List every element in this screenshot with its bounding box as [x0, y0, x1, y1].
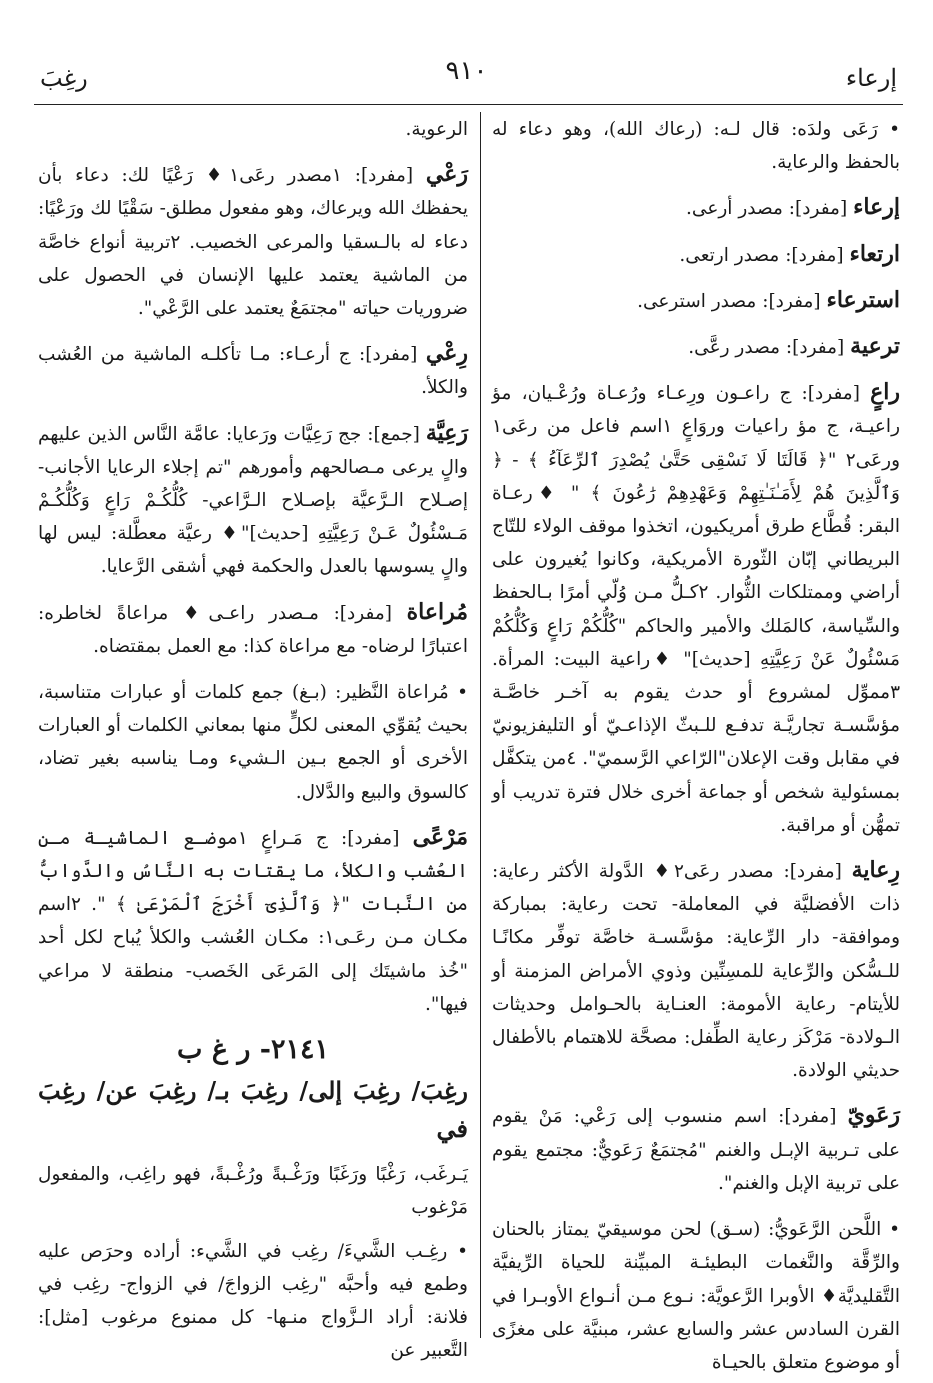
- left-column: [38, 112, 469, 1362]
- entry-text: [مفرد]: ١مصدر رعَى١♦ رَعْيًا لك: دعاء بأن يحفظك الله ويرعاك، وهو مفعول مطلق- سَقْيًا لك ورَعْيًا: دعاء له بالـسقيا والمرعى الخصيب. ٢تربية أنواع خاصَّة من الماشية يعتمد عليها الإنسان في الحصول على ضروريات حياته "مجتمَعٌ يعتمد على الرَّعْي".: [38, 165, 468, 320]
- page-number: ٩١٠: [445, 56, 488, 86]
- entry: [492, 376, 900, 842]
- root-verb-forms: رغِبَ/ رغِبَ إلى/ رغِبَ بـ/ رغِبَ عن/ رغِبَ في: [38, 1076, 468, 1144]
- entry: [38, 417, 468, 584]
- right-column: [492, 112, 901, 1373]
- page-header: [0, 50, 933, 100]
- entry-text: [مفرد]: اسم منسوب إلى رَعْي: مَنْ يقوم على تـربية الإبـل والغنم "مُجتمَعٌ رَعَويٌّ: مجتمع يقوم على تربية الإبل والغنم".: [492, 1106, 900, 1194]
- entry: [38, 821, 468, 1021]
- entry-headword: مُراعاة: [406, 598, 468, 625]
- header-left-word: رغِبَ: [40, 64, 88, 92]
- entry: [492, 330, 900, 364]
- entry-headword: استرعاء: [826, 286, 900, 313]
- entry-headword: رَعِيَّة: [425, 419, 468, 446]
- entry-text: [جمع]: جج رَعِيَّات ورَعايا: عامَّة النَّاس الذين عليهم والٍ يرعى مـصالحهم وأمورهم "تم إجلاء الرعايا الأجانب- إصـلاح الـرَّعيَّة بإصـلاح الـرَّاعي- كُلُّكُـمْ رَاعٍ وَكُلُّكُـمْ مَـسْئُولٌ عَـنْ رَعِيَّتِهِ [حديث]"♦ رعيَّة معطَّلة: ليس لها والٍ يسوسها بالعدل والحكمة فهي أشقى الرَّعايا.: [38, 423, 468, 578]
- entry: [38, 675, 468, 809]
- root-heading: ٢١٤١- ر غ ب: [177, 1034, 329, 1066]
- root-conjugation: يَـرغَب، رَغْبًا ورَغَبًا ورَغْـبةً ورُغْـبةً، فهو راغِب، والمفعول مَرْغوب: [38, 1164, 468, 1219]
- entry-headword: رِعاية: [851, 857, 900, 884]
- entry-text: • رَعَى ولدَه: قال لـه: (رعاك الله)، وهو دعاء له بالحفظ والرعاية.: [492, 119, 900, 174]
- entry-headword: مَرْعًى: [412, 823, 469, 850]
- entry: [492, 191, 900, 225]
- entry-headword: إرعاء: [853, 194, 900, 221]
- entry-headword: رِعْي: [425, 340, 468, 367]
- entry: [38, 337, 468, 404]
- entry-text: • اللَّحن الرَّعَويُّ: (سـق) لحن موسيقيّ يمتاز بالحنان والرِّقَّة والنَّغمات البطيئـة المبيِّنة للحياة الرِّيفيَّة التَّقليديَّة♦ الأوبرا الرَّعويَّة: نـوع مـن أنـواع الأوبـرا في القرن السادس عشر والسابع عشر، مبنيَّة على مغزًى أو موضوع متعلق بالحيـاة: [492, 1219, 900, 1373]
- entry-headword: رَعَويّ: [847, 1102, 900, 1129]
- entry: [492, 284, 900, 318]
- entry-headword: رَعْي: [425, 161, 468, 188]
- column-divider: [480, 112, 481, 1338]
- entry-text: الرعوية.: [405, 119, 468, 140]
- entry-text: [مفرد]: ج أرعـاء: مـا تأكلـه الماشية من العُشب والكلأ.: [38, 344, 468, 399]
- entry: [38, 112, 468, 146]
- entry-headword: ارتعاء: [849, 240, 900, 267]
- entry-headword: راعٍ: [870, 379, 900, 406]
- header-rule: [34, 104, 903, 105]
- entry-text: [مفرد]: مصدر استرعى.: [637, 290, 821, 312]
- entry-text: [مفرد]: ج مَـراعٍ ١موضـع الماشيـة مـن العُشب والكلأ، ما يقتات به النَّاسُ والدَّوابُّ من النَّبات "﴿ وَٱلَّذِىٓ أَخْرَجَ ٱلْمَرْعَىٰ ﴾ ". ٢اسم مكـان مـن رعَـى١: مكـان العُشب والكلأ يُباح لكل أحد "خُذ ماشيتَك إلى المَرعَى الخَصب- منطقة لا مراعي فيها".: [38, 827, 468, 1015]
- entry-text: [مفرد]: مـصدر راعـى♦ مراعاةً لخاطره: اعتبارًا لرضاه- مع مراعاة كذا: مع العمل بمقتضاه.: [38, 602, 468, 657]
- entry: [492, 1099, 900, 1200]
- entry-text: [مفرد]: ج راعـون ورِعـاء ورُعـاة ورُعْـيان، مؤ راعيـة، ج مؤ راعيات وروَاعٍ ١اسم فاعل من رعَى١ ورعَى٢ "﴿ قَالَتَا لَا نَسْقِى حَتَّىٰ يُصْدِرَ ٱلرِّعَآءُ ﴾ - ﴿ وَٱلَّذِينَ هُمْ لِأَمَـٰنَـٰتِهِمْ وَعَهْدِهِمْ رَٰعُونَ ﴾ " ♦رعـاة البقر: قُطَّاع طرق أمريكيون، اتخذوا موقف الولاء للتّاج البريطاني إبّان الثّورة الأمريكية، وكانوا يُغيرون على أراضي وممتلكات الثُّوار. ٢كـلُّ مـن وُلّي أمرًا بـالحفظ والسِّياسة، كالمَلك والأمير والحاكم "كُلُّكُمْ رَاعٍ وَكُلُّكُمْ مَسْئُولٌ عَنْ رَعِيَّتِهِ [حديث]" ♦راعية البيت: المرأة. ٣مموِّل لمشروع أو حدث يقوم به آخـر خاصَّـة مؤسَّسـة تجاريَّـة تدفـع للـبثّ الإذاعـيّ أو التليفزيونيّ في مقابل وقت الإعلان"الرّاعي الرَّسميّ". ٤من يتكفَّل بمسئولية شخص أو جماعة أخرى خلال فترة تدريب أو تمهُّن أو مراقبة.: [492, 383, 901, 836]
- entry: [38, 158, 468, 325]
- entry-text: [مفرد]: مصدر ارتعى.: [679, 244, 844, 266]
- entry: [492, 238, 900, 272]
- entry: [492, 1212, 900, 1379]
- entry-headword: ترعية: [850, 333, 900, 360]
- entry: [38, 596, 468, 663]
- entry: [492, 112, 900, 179]
- entry-text: [مفرد]: مصدر رعَى٢♦ الدَّولة الأكثر رعاية: ذات الأفضليَّة في المعاملة- تحت رعاية: بمباركة وموافقة- دار الرِّعاية: مؤسَّسـة خاصَّة توفِّر مكانًـا للـسُّكن والرِّعاية للمسِنِّين وذوي الأمراض المزمنة أو للأيتام- رعاية الأمومة: العنـاية بالحـوامل وحديثات الـولادة- مَرْكَز رعاية الطِّفل: مصحَّة للاهتمام بالأطفال حديثي الولادة.: [492, 861, 900, 1082]
- entry-text: • مُراعاة النَّظير: (بـغ) جمع كلمات أو عبارات متناسبة، بحيث يُقوِّي المعنى لكلٍّ منها بمعاني الكلمات أو العبارات الأخرى أو الجمع بـين الـشيء ومـا يناسبه بغير تضاد، كالسوق والبيع والدَّلال.: [38, 682, 468, 803]
- entry-text: [مفرد]: مصدر أرعى.: [686, 198, 848, 220]
- root-sense: • رغِـب الشَّيءَ/ رغِب في الشَّيء: أراده وحرَص عليه وطمع فيه وأحبَّه "رغِب الزواجَ/ في الزواج- رغِب في فلانة: أراد الـزَّواج منـها- كل ممنوع مرغوب [مثل]: التَّعبير عن: [38, 1240, 468, 1362]
- entry-text: [مفرد]: مصدر رعَّى.: [688, 337, 845, 359]
- header-right-word: إرعاء: [845, 64, 897, 92]
- entry: [492, 854, 900, 1087]
